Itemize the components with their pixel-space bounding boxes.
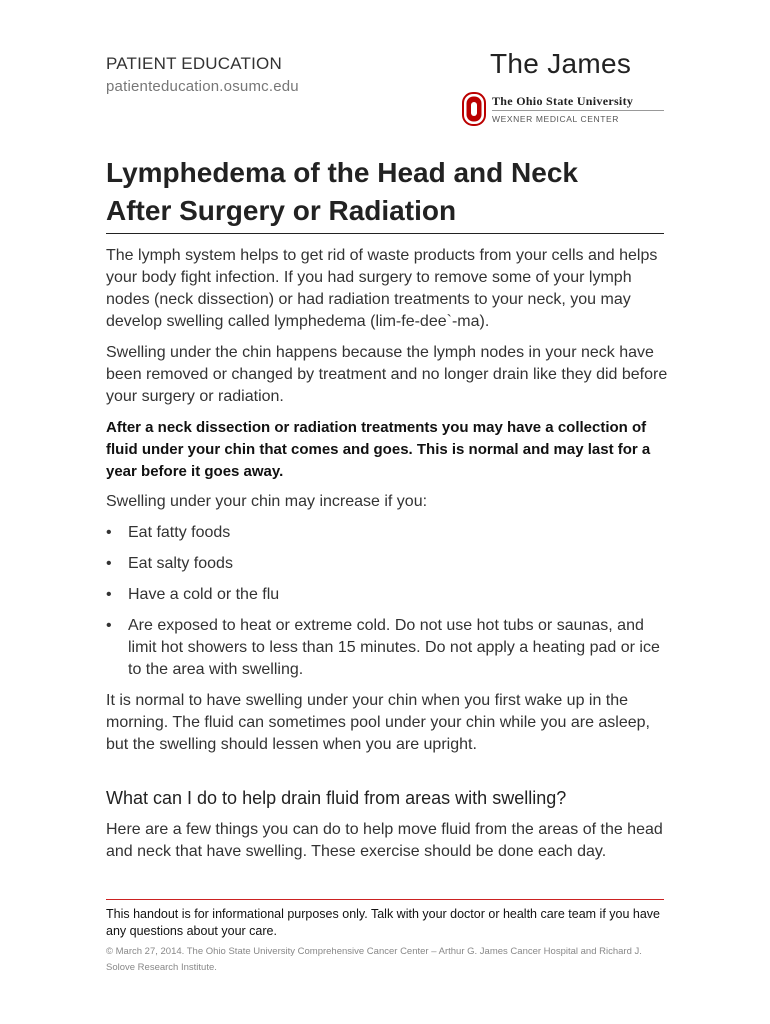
university-name: The Ohio State University [492, 94, 634, 108]
section-heading: What can I do to help drain fluid from areas with swelling? [106, 788, 567, 808]
main-content [106, 245, 668, 765]
page-title [106, 154, 666, 230]
brand-divider [492, 110, 664, 111]
intro-paragraph: Swelling under the chin happens because the lymph nodes in your neck have been removed or changed by treatment and no longer drain like they did before your surgery or radiation. [106, 344, 668, 405]
block-o-logo-icon [462, 92, 486, 126]
title-line-1: Lymphedema of the Head and Neck [106, 157, 578, 188]
bullet-icon: • [106, 586, 112, 603]
list-intro: Swelling under your chin may increase if you: [106, 493, 428, 510]
brand-block [462, 48, 667, 128]
bullet-icon: • [106, 617, 112, 634]
after-list-paragraph: It is normal to have swelling under your chin when you first wake up in the morning. The fluid can sometimes pool under your chin while you are asleep, but the swelling should lessen when you are upright. [106, 692, 650, 753]
list-item: • Eat fatty foods [106, 522, 668, 544]
website-link[interactable]: patienteducation.osumc.edu [106, 78, 299, 95]
bullet-icon: • [106, 524, 112, 541]
list-item: • Eat salty foods [106, 553, 668, 575]
section-label: PATIENT EDUCATION [106, 54, 282, 73]
list-item: • Have a cold or the flu [106, 584, 668, 606]
copyright: © March 27, 2014. The Ohio State University Comprehensive Cancer Center – Arthur G. James Cancer Hospital and Richard J. Solove Research Institute. [106, 946, 642, 973]
header-left [106, 54, 299, 95]
intro-paragraph: The lymph system helps to get rid of waste products from your cells and helps your body fight infection. If you had surgery to remove some of your lymph nodes (neck dissection) or had radiation treatments to your neck, you may develop swelling called lymphedema (lim-fe-dee`-ma). [106, 247, 658, 330]
bold-note: After a neck dissection or radiation treatments you may have a collection of fluid under your chin that comes and goes. This is normal and may last for a year before it goes away. [106, 419, 651, 480]
section-content [106, 819, 666, 863]
title-divider [106, 233, 664, 234]
risk-list [106, 522, 668, 681]
medical-center-name: WEXNER MEDICAL CENTER [492, 114, 620, 124]
title-line-2: After Surgery or Radiation [106, 195, 457, 226]
list-item: • Are exposed to heat or extreme cold. Do not use hot tubs or saunas, and limit hot showers to less than 15 minutes. Do not apply a heating pad or ice to the area with swelling. [106, 617, 660, 678]
footer-divider [106, 899, 664, 900]
disclaimer: This handout is for informational purposes only. Talk with your doctor or health care team if you have any questions about your care. [106, 907, 660, 938]
brand-name: The James [490, 48, 632, 79]
section-paragraph: Here are a few things you can do to help move fluid from the areas of the head and neck that have swelling. These exercise should be done each day. [106, 821, 663, 860]
bullet-icon: • [106, 555, 112, 572]
footer [106, 906, 666, 976]
